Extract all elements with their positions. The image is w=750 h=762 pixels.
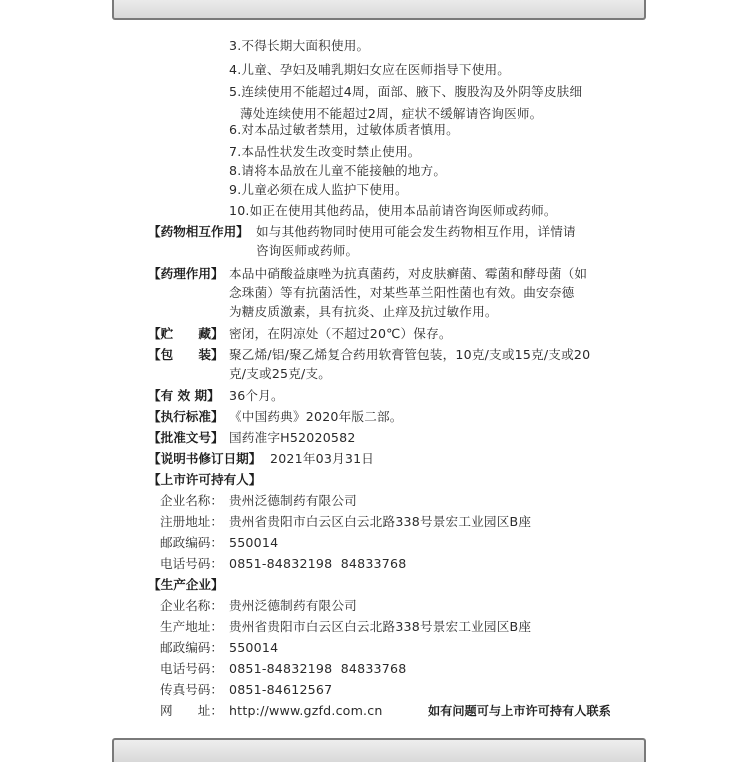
approval-label: 【批准文号】 xyxy=(148,430,224,445)
holder-name-key: 企业名称： xyxy=(160,493,223,508)
manufacturer-postcode-key: 邮政编码： xyxy=(160,640,223,655)
manufacturer-name-key: 企业名称： xyxy=(160,598,223,613)
precaution-4: 4.儿童、孕妇及哺乳期妇女应在医师指导下使用。 xyxy=(229,62,511,77)
pharmacology-label: 【药理作用】 xyxy=(148,266,224,281)
interaction-label: 【药物相互作用】 xyxy=(148,224,249,239)
holder-postcode-key: 邮政编码： xyxy=(160,535,223,550)
pharmacology-text-1: 本品中硝酸益康唑为抗真菌药，对皮肤癣菌、霉菌和酵母菌（如 xyxy=(229,266,588,281)
holder-address-value: 贵州省贵阳市白云区白云北路338号景宏工业园区B座 xyxy=(229,514,532,529)
manufacturer-website-key: 网 址： xyxy=(160,703,223,718)
standard-label: 【执行标准】 xyxy=(148,409,224,424)
validity-label: 【有 效 期】 xyxy=(148,388,220,403)
standard-value: 《中国药典》2020年版二部。 xyxy=(229,409,403,424)
package-label: 【包 装】 xyxy=(148,347,224,362)
storage-label: 【贮 藏】 xyxy=(148,326,224,341)
manufacturer-fax-key: 传真号码： xyxy=(160,682,223,697)
holder-phone-value: 0851-84832198 84833768 xyxy=(229,556,407,571)
precaution-8: 8.请将本品放在儿童不能接触的地方。 xyxy=(229,163,447,178)
manufacturer-label: 【生产企业】 xyxy=(148,577,224,592)
pharmacology-text-2: 念珠菌）等有抗菌活性，对某些革兰阳性菌也有效。曲安奈德 xyxy=(229,285,575,300)
package-text-1: 聚乙烯/铝/聚乙烯复合药用软膏管包装，10克/支或15克/支或20 xyxy=(229,347,591,362)
approval-value: 国药准字H52020582 xyxy=(229,430,356,445)
precaution-6: 6.对本品过敏者禁用，过敏体质者慎用。 xyxy=(229,122,459,137)
manufacturer-website-value: http://www.gzfd.com.cn xyxy=(229,703,383,718)
precaution-10: 10.如正在使用其他药品，使用本品前请咨询医师或药师。 xyxy=(229,203,557,218)
holder-postcode-value: 550014 xyxy=(229,535,279,550)
contact-note: 如有问题可与上市许可持有人联系 xyxy=(428,704,611,718)
top-decorative-band xyxy=(112,0,646,20)
precaution-5: 5.连续使用不能超过4周，面部、腋下、腹股沟及外阴等皮肤细 xyxy=(229,84,583,99)
validity-value: 36个月。 xyxy=(229,388,284,403)
interaction-text-2: 咨询医师或药师。 xyxy=(256,243,359,258)
manufacturer-address-value: 贵州省贵阳市白云区白云北路338号景宏工业园区B座 xyxy=(229,619,532,634)
manufacturer-phone-value: 0851-84832198 84833768 xyxy=(229,661,407,676)
precaution-3: 3.不得长期大面积使用。 xyxy=(229,38,370,53)
storage-text: 密闭，在阴凉处（不超过20℃）保存。 xyxy=(229,326,452,341)
interaction-text-1: 如与其他药物同时使用可能会发生药物相互作用，详情请 xyxy=(256,224,576,239)
bottom-decorative-band xyxy=(112,738,646,762)
revision-label: 【说明书修订日期】 xyxy=(148,451,262,466)
manufacturer-postcode-value: 550014 xyxy=(229,640,279,655)
precaution-9: 9.儿童必须在成人监护下使用。 xyxy=(229,182,408,197)
holder-label: 【上市许可持有人】 xyxy=(148,472,262,487)
manufacturer-name-value: 贵州泛德制药有限公司 xyxy=(229,598,357,613)
package-text-2: 克/支或25克/支。 xyxy=(229,366,332,381)
revision-value: 2021年03月31日 xyxy=(270,451,375,466)
holder-name-value: 贵州泛德制药有限公司 xyxy=(229,493,357,508)
precaution-5-cont: 薄处连续使用不能超过2周，症状不缓解请咨询医师。 xyxy=(240,106,543,121)
manufacturer-phone-key: 电话号码： xyxy=(160,661,223,676)
pharmacology-text-3: 为糖皮质激素，具有抗炎、止痒及抗过敏作用。 xyxy=(229,304,498,319)
manufacturer-fax-value: 0851-84612567 xyxy=(229,682,333,697)
holder-phone-key: 电话号码： xyxy=(160,556,223,571)
manufacturer-address-key: 生产地址： xyxy=(160,619,223,634)
holder-address-key: 注册地址： xyxy=(160,514,223,529)
precaution-7: 7.本品性状发生改变时禁止使用。 xyxy=(229,144,421,159)
